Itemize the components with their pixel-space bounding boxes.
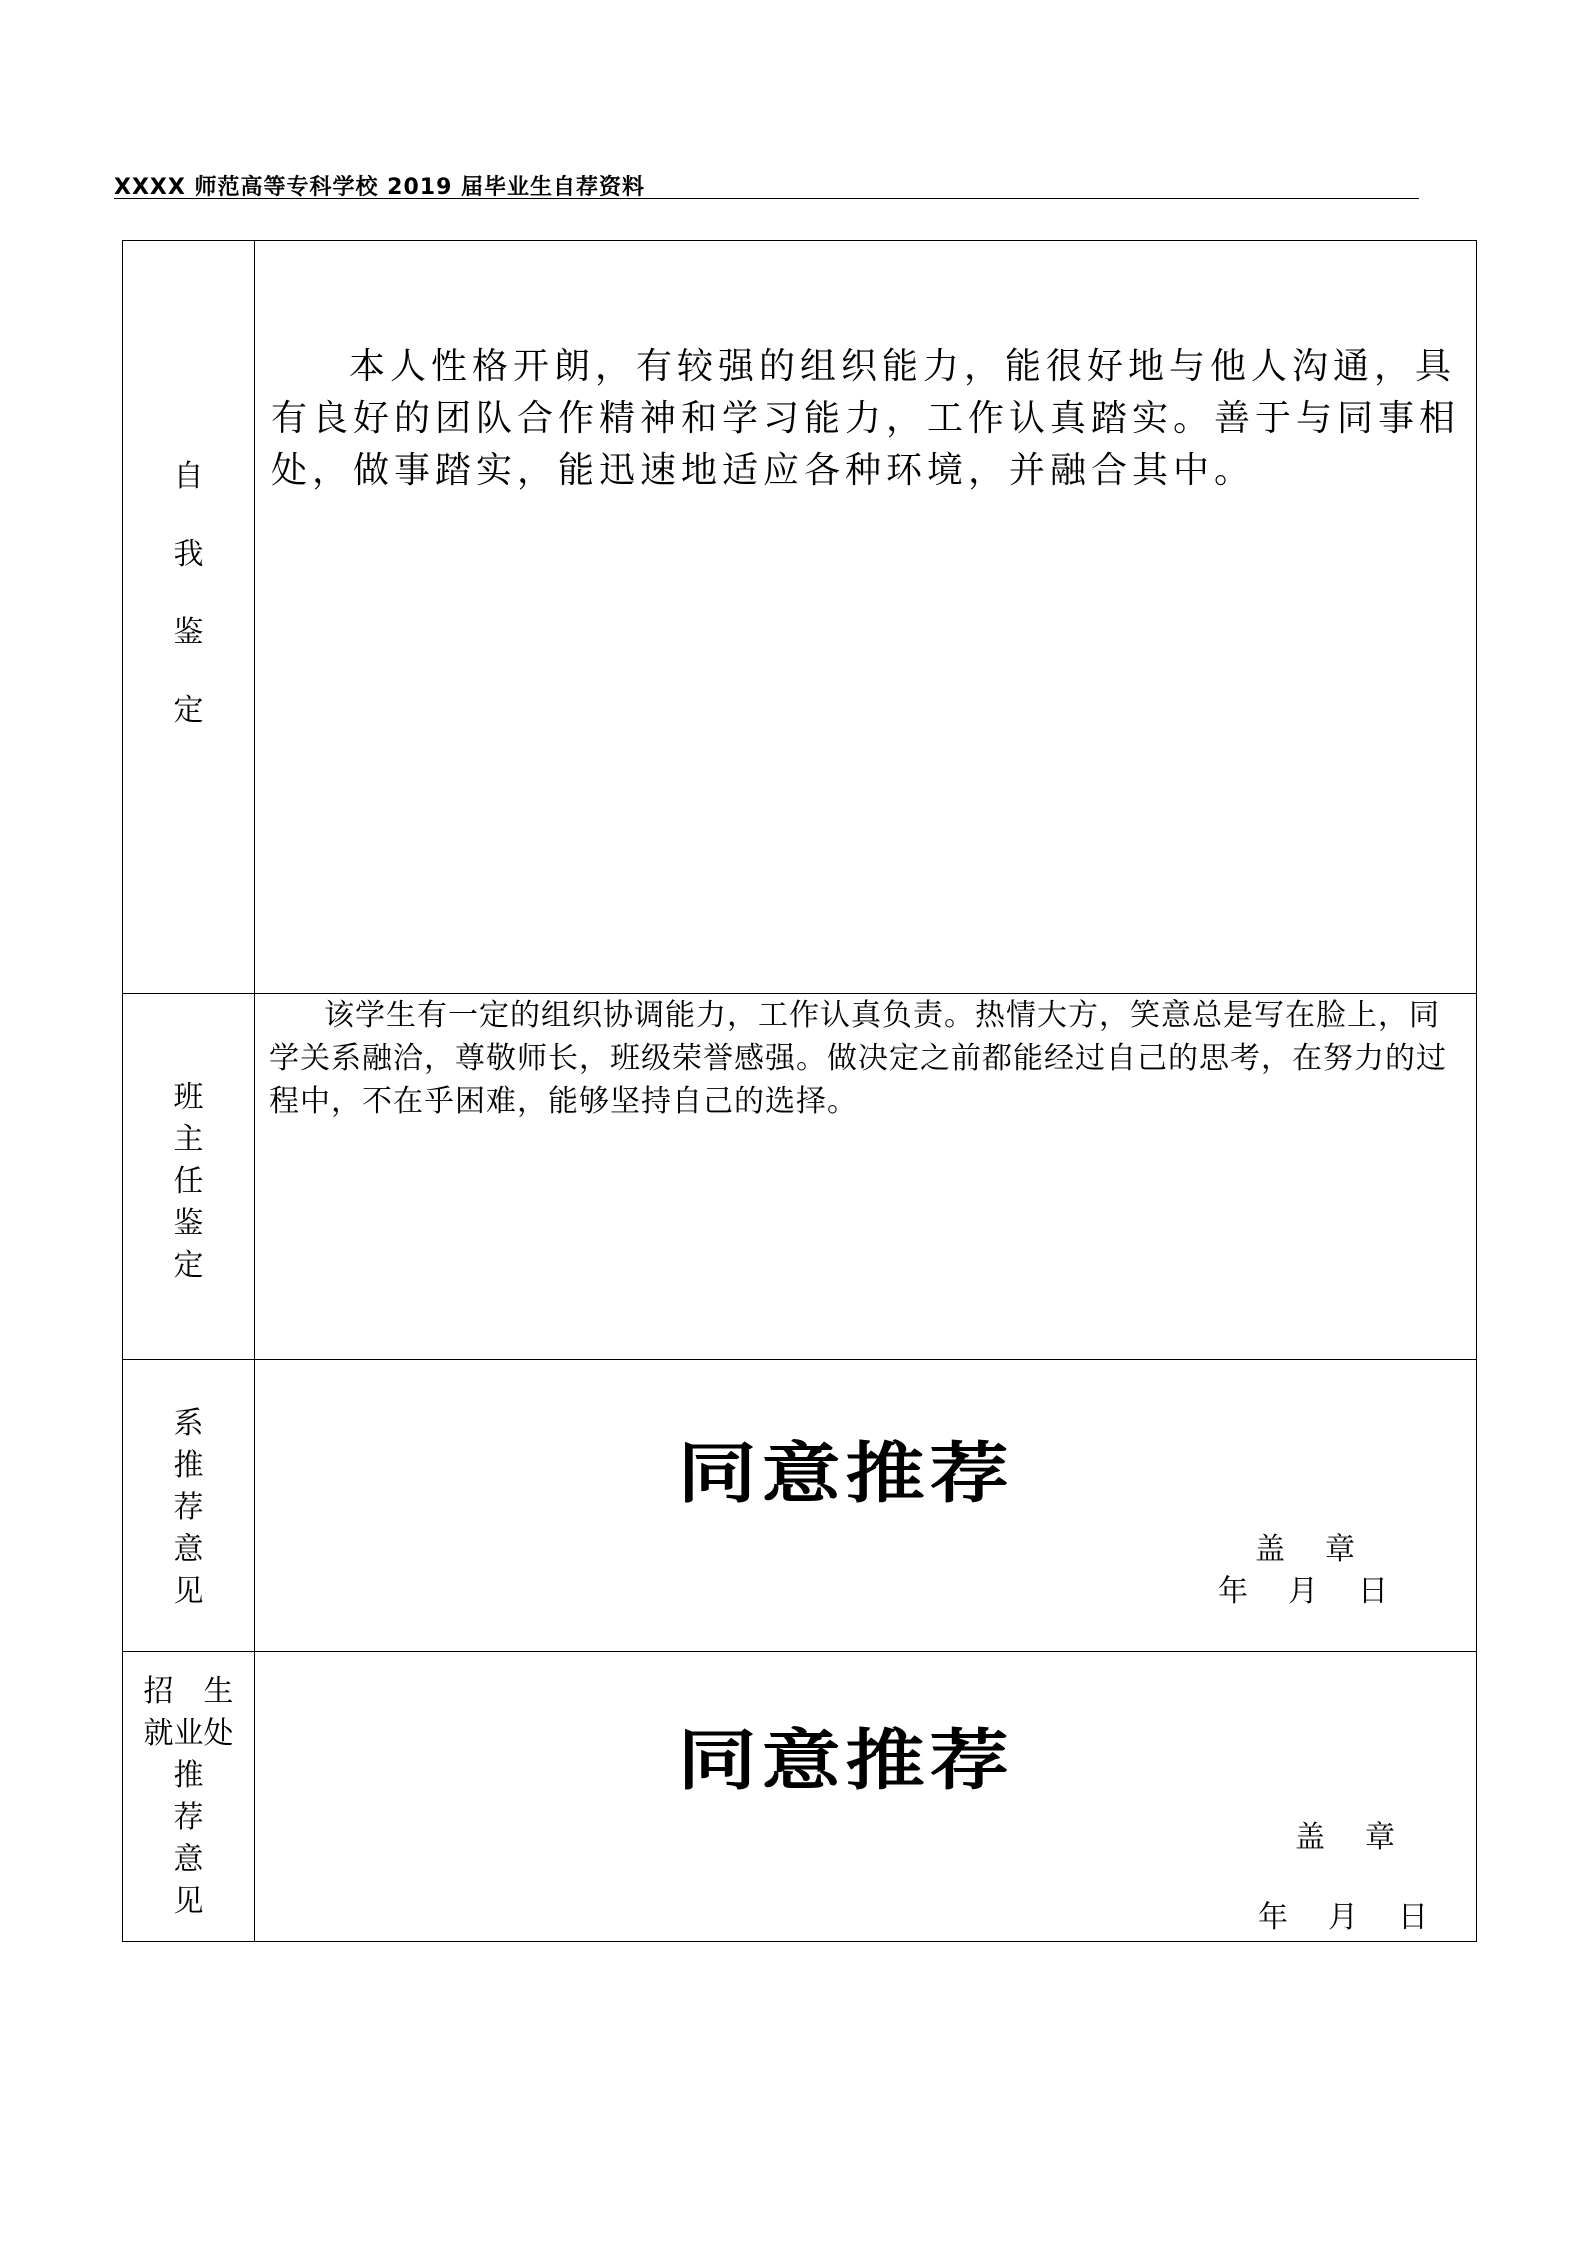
label-char: 推	[173, 1758, 204, 1793]
label-self-evaluation	[123, 241, 255, 994]
label-char: 鉴	[173, 615, 204, 650]
date-year: 年	[1218, 1574, 1248, 1609]
label-char: 主	[173, 1122, 204, 1157]
employment-office-recommendation-text: 同意推荐	[677, 1722, 1014, 1799]
label-line: 就业处	[143, 1716, 234, 1751]
content-employment-office-opinion	[255, 1652, 1477, 1942]
row-teacher-evaluation	[123, 994, 1477, 1360]
label-char: 荐	[173, 1490, 204, 1525]
row-self-evaluation	[123, 241, 1477, 994]
label-char: 定	[173, 693, 204, 728]
label-char: 班	[173, 1080, 204, 1115]
date-month: 月	[1328, 1900, 1358, 1935]
label-char: 荐	[173, 1800, 204, 1835]
label-char: 鉴	[173, 1206, 204, 1241]
content-teacher-evaluation	[255, 994, 1477, 1360]
label-char: 任	[173, 1164, 204, 1199]
employment-office-seal	[1295, 1812, 1435, 1856]
label-char: 意	[173, 1842, 204, 1877]
row-department-opinion	[123, 1360, 1477, 1652]
department-date	[1218, 1566, 1428, 1610]
label-char: 推	[173, 1448, 204, 1483]
label-char: 系	[173, 1406, 204, 1441]
seal-char: 章	[1325, 1532, 1355, 1567]
header-rule	[114, 198, 1419, 199]
row-employment-office-opinion	[123, 1652, 1477, 1942]
self-evaluation-text: 本人性格开朗，有较强的组织能力，能很好地与他人沟通，具有良好的团队合作精神和学习能力，工作认真踏实。善于与同事相处，做事踏实，能迅速地适应各种环境，并融合其中。	[271, 346, 1461, 491]
seal-char: 盖	[1255, 1532, 1285, 1567]
label-char: 我	[173, 537, 204, 572]
label-char: 见	[173, 1574, 204, 1609]
employment-office-date	[1258, 1892, 1468, 1936]
content-department-opinion	[255, 1360, 1477, 1652]
label-teacher-evaluation	[123, 994, 255, 1360]
label-char: 见	[173, 1884, 204, 1919]
seal-char: 盖	[1295, 1820, 1325, 1855]
self-evaluation-label	[123, 451, 254, 763]
date-day: 日	[1398, 1900, 1428, 1935]
date-day: 日	[1358, 1574, 1388, 1609]
seal-char: 章	[1365, 1820, 1395, 1855]
teacher-evaluation-label	[123, 1072, 254, 1282]
department-seal	[1255, 1524, 1395, 1568]
label-char: 定	[173, 1248, 204, 1283]
department-recommendation-text: 同意推荐	[677, 1435, 1014, 1512]
label-char: 意	[173, 1532, 204, 1567]
label-line: 招 生	[143, 1674, 234, 1709]
page-header-title: XXXX 师范高等专科学校 2019 届毕业生自荐资料	[114, 175, 646, 200]
teacher-evaluation-text: 该学生有一定的组织协调能力，工作认真负责。热情大方，笑意总是写在脸上，同学关系融洽，尊敬师长，班级荣誉感强。做决定之前都能经过自己的思考，在努力的过程中，不在乎困难，能够坚持自己的选择。	[269, 998, 1447, 1119]
content-self-evaluation	[255, 241, 1477, 994]
recommendation-form-table	[122, 240, 1477, 1942]
date-month: 月	[1288, 1574, 1318, 1609]
label-char: 自	[173, 459, 204, 494]
date-year: 年	[1258, 1900, 1288, 1935]
